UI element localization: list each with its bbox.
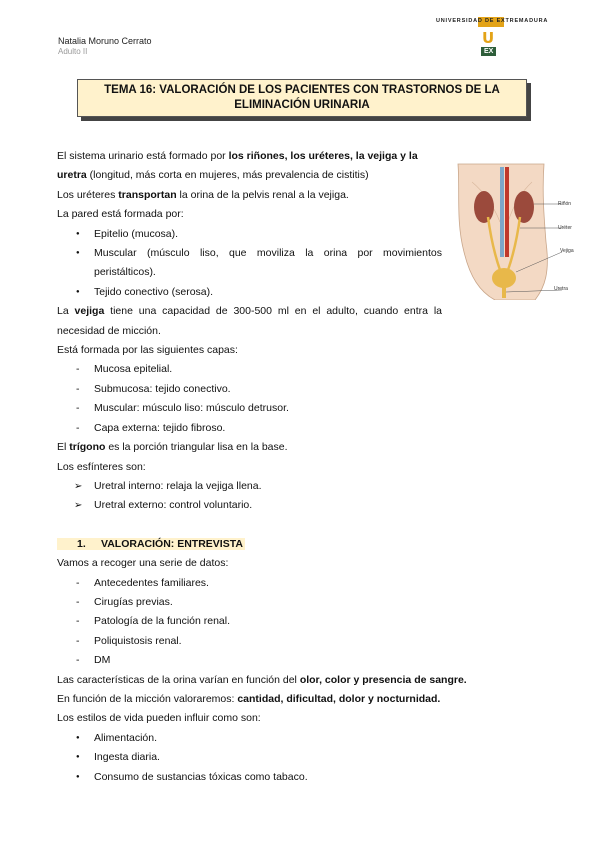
list-item: - Mucosa epitelial.: [57, 360, 442, 379]
text: El sistema urinario está formado por: [57, 150, 229, 162]
lifestyle-list: [57, 729, 442, 787]
paragraph-micturition: [57, 690, 477, 709]
paragraph-urine: [57, 671, 477, 690]
page-title: [77, 79, 527, 117]
paragraph-layers: Está formada por las siguientes capas:: [57, 344, 238, 357]
list-item: ➢ Uretral interno: relaja la vejiga llena.: [57, 477, 442, 496]
text-bold: olor, color y presencia de sangre.: [299, 673, 467, 686]
list-item: ● Consumo de sustancias tóxicas como tabaco.: [57, 768, 442, 787]
section-title: VALORACIÓN: ENTREVISTA: [101, 537, 243, 550]
title-line-1: TEMA 16: VALORACIÓN DE LOS PACIENTES CON TRASTORNOS DE LA: [104, 84, 500, 96]
logo-badge: EX: [481, 47, 496, 56]
paragraph-wall: La pared está formada por:: [57, 208, 184, 221]
logo-letter: U: [482, 29, 495, 47]
label-urethra: Uretra: [554, 286, 568, 292]
text: tiene una capacidad de 300-500 ml en el adulto, cuando entra la necesidad de micción.: [57, 305, 442, 337]
list-item: ● Ingesta diaria.: [57, 748, 442, 767]
paragraph-lifestyle: Los estilos de vida pueden influir como son:: [57, 712, 261, 725]
paragraph-sphincters: Los esfínteres son:: [57, 460, 146, 473]
list-item: - Capa externa: tejido fibroso.: [57, 419, 442, 438]
text-bold: vejiga: [74, 305, 105, 318]
list-item: ● Muscular (músculo liso, que moviliza la orina por movimientos peristálticos).: [57, 244, 442, 283]
list-item: ● Tejido conectivo (serosa).: [57, 283, 442, 302]
author-name: Natalia Moruno Cerrato: [58, 36, 152, 46]
text: Las características de la orina varían en función del: [57, 673, 300, 686]
urinary-system-figure: [450, 162, 580, 300]
paragraph-bladder: [57, 302, 442, 341]
title-line-2: ELIMINACIÓN URINARIA: [234, 99, 370, 111]
list-item: ➢ Uretral externo: control voluntario.: [57, 496, 442, 515]
urinary-system-illustration: [450, 162, 580, 300]
section-heading-highlight: [57, 538, 245, 550]
university-logo: [436, 18, 549, 62]
data-items-list: [57, 574, 442, 671]
paragraph-data: Vamos a recoger una serie de datos:: [57, 557, 229, 570]
text: La: [57, 305, 75, 318]
text-bold: transportan: [118, 188, 177, 201]
text-bold: los riñones, los uréteres, la vejiga y la uretra: [57, 150, 418, 182]
right-kidney: [514, 191, 534, 223]
text: El: [57, 441, 70, 454]
label-kidney: Riñón: [558, 201, 572, 207]
course-name: Adulto II: [58, 47, 88, 56]
label-ureter: Uréter: [558, 225, 572, 231]
text: En función de la micción valoraremos:: [57, 692, 238, 705]
text: es la porción triangular lisa en la base.: [105, 441, 288, 454]
sphincters-list: [57, 477, 442, 516]
text: la orina de la pelvis renal a la vejiga.: [176, 188, 349, 201]
list-item: ● Alimentación.: [57, 729, 442, 748]
text: Los uréteres: [57, 188, 119, 201]
bladder-layers-list: [57, 360, 442, 438]
university-name: UNIVERSIDAD DE EXTREMADURA: [436, 18, 549, 24]
list-item: - Cirugías previas.: [57, 593, 442, 612]
text-bold: trígono: [69, 441, 106, 454]
list-item: - Poliquistosis renal.: [57, 632, 442, 651]
list-item: - Submucosa: tejido conectivo.: [57, 380, 442, 399]
bladder: [492, 268, 516, 288]
list-item: - Patología de la función renal.: [57, 612, 442, 631]
section-heading: [57, 535, 442, 554]
text: (longitud, más corta en mujeres, más prevalencia de cistitis): [86, 169, 369, 182]
wall-layers-list: [57, 225, 442, 303]
paragraph-ureters: [57, 186, 442, 205]
paragraph-trigone: [57, 438, 442, 457]
text-bold: cantidad, dificultad, dolor y nocturnidad.: [237, 692, 441, 705]
left-kidney: [474, 191, 494, 223]
list-item: - Antecedentes familiares.: [57, 574, 442, 593]
document-body: [57, 147, 467, 787]
section-number: 1.: [77, 537, 86, 550]
label-bladder: Vejiga: [560, 248, 574, 254]
list-item: - Muscular: músculo liso: músculo detrusor.: [57, 399, 442, 418]
paragraph-system: [57, 147, 442, 186]
list-item: - DM: [57, 651, 442, 670]
list-item: ● Epitelio (mucosa).: [57, 225, 442, 244]
